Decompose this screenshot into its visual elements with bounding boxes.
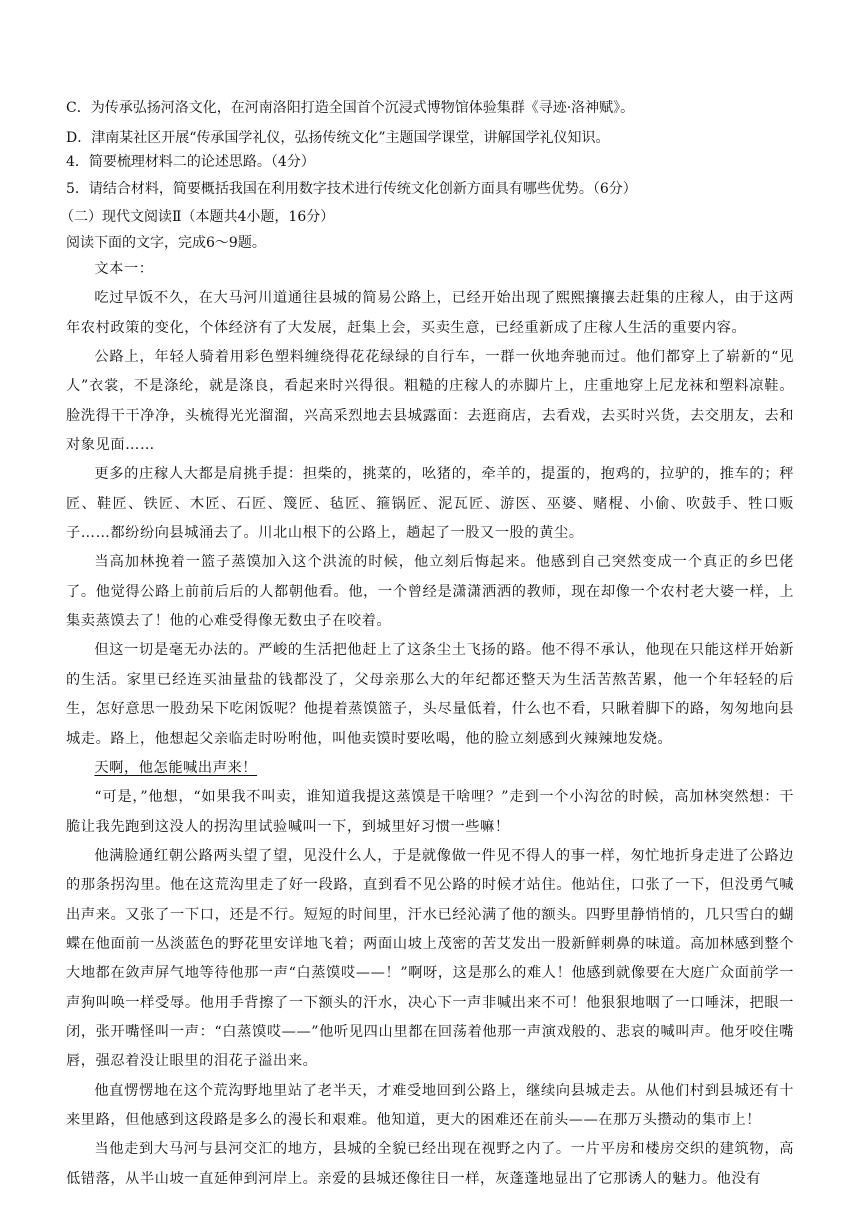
passage-paragraph-7: “可是，”他想，“如果我不叫卖，谁知道我提这蒸馍是干啥哩？”走到一个小沟岔的时候，高加林突然想：干脆让我先跑到这没人的拐沟里试验喊叫一下，到城里好习惯一些嘛！ (66, 789, 794, 835)
reading-passage (66, 255, 794, 1194)
passage-paragraph-5: 但这一切是毫无办法的。严峻的生活把他赶上了这条尘土飞扬的路。他不得不承认，他现在只能这样开始新的生活。家里已经连买油量盐的钱都没了，父母亲那么大的年纪都还整天为生活苦熬苦累，他一个年轻轻的后生，怎好意思一股劲呆下吃闲饭呢？他提着蒸馍篮子，头尽量低着，什么也不看，只瞅着脚下的路，匆匆地向县城走。路上，他想起父亲临走时吩咐他，叫他卖馍时要吆喝，他的脸立刻感到火辣辣地发烧。 (66, 642, 794, 747)
passage-paragraph-1: 吃过早饭不久，在大马河川道通往县城的简易公路上，已经开始出现了熙熙攘攘去赶集的庄稼人，由于这两年农村政策的变化，个体经济有了大发展，赶集上会，买卖生意，已经重新成了庄稼人生活的重要内容。 (66, 290, 794, 336)
section-instruction: 阅读下面的文字，完成6～9题。 (66, 235, 266, 251)
passage-paragraph-6 (66, 754, 794, 783)
section-heading: （二）现代文阅读Ⅱ（本题共4小题，16分） (60, 209, 335, 225)
passage-paragraph-8: 他满脸通红朝公路两头望了望，见没什么人，于是就像做一件见不得人的事一样，匆忙地折身走进了公路边的那条拐沟里。他在这荒沟里走了好一段路，直到看不见公路的时候才站住。他站住，口张了一下，但没勇气喊出声来。又张了一下口，还是不行。短短的时间里，汗水已经沁满了他的额头。四野里静悄悄的，几只雪白的蝴蝶在他面前一丛淡蓝色的野花里安详地飞着；两面山坡上茂密的苦艾发出一股新鲜刺鼻的味道。高加林感到整个大地都在敛声屏气地等待他那一声“白蒸馍哎——！”啊呀，这是那么的难人！他感到就像要在大庭广众面前学一声狗叫唤一样受辱。他用手背擦了一下额头的汗水，决心下一声非喊出来不可！他狠狠地咽了一口唾沫，把眼一闭，张开嘴怪叫一声：“白蒸馍哎——”他听见四山里都在回荡着他那一声演戏般的、悲哀的喊叫声。他牙咬住嘴唇，强忍着没让眼里的泪花子溢出来。 (66, 847, 794, 1070)
passage-paragraph-4: 当高加林挽着一篮子蒸馍加入这个洪流的时候，他立刻后悔起来。他感到自己突然变成一个真正的乡巴佬了。他觉得公路上前前后后的人都朝他看。他，一个曾经是潇潇洒洒的教师，现在却像一个农村老大婆一样，上集卖蒸馍去了！他的心难受得像无数虫子在咬着。 (66, 554, 794, 630)
question-5: 5．请结合材料，简要概括我国在利用数字技术进行传统文化创新方面具有哪些优势。（6分） (66, 181, 637, 197)
underlined-sentence: 天啊，他怎能喊出声来！ (94, 759, 258, 776)
question-option-c: C．为传承弘扬河洛文化，在河南洛阳打造全国首个沉浸式博物馆体验集群《寻迹·洛神赋》。 (66, 100, 635, 116)
passage-paragraph-10: 当他走到大马河与县河交汇的地方，县城的全貌已经出现在视野之内了。一片平房和楼房交织的建筑物，高低错落，从半山坡一直延伸到河岸上。亲爱的县城还像往日一样，灰蓬蓬地显出了它那诱人的魅力。他没有 (66, 1141, 794, 1187)
question-4: 4．简要梳理材料二的论述思路。（4分） (66, 154, 315, 170)
question-option-d: D．津南某社区开展“传承国学礼仪，弘扬传统文化”主题国学课堂，讲解国学礼仪知识。 (66, 130, 610, 146)
passage-paragraph-2: 公路上，年轻人骑着用彩色塑料缠绕得花花绿绿的自行车，一群一伙地奔驰而过。他们都穿上了崭新的“见人”衣裳，不是涤纶，就是涤良，看起来时兴得很。粗糙的庄稼人的赤脚片上，庄重地穿上尼龙袜和塑料凉鞋。脸洗得干干净净，头梳得光光溜溜，兴高采烈地去县城露面：去逛商店，去看戏，去买时兴货，去交朋友，去和对象见面…… (66, 349, 795, 454)
passage-paragraph-9: 他直愣愣地在这个荒沟野地里站了老半天，才难受地回到公路上，继续向县城走去。从他们村到县城还有十来里路，但他感到这段路是多么的漫长和艰难。他知道，更大的困难还在前头——在那万头攒动的集市上！ (66, 1082, 794, 1128)
passage-label: 文本一： (94, 261, 154, 277)
passage-paragraph-3: 更多的庄稼人大都是肩挑手提：担柴的，挑菜的，吆猪的，牵羊的，提蛋的，抱鸡的，拉驴的，推车的；秤匠、鞋匠、铁匠、木匠、石匠、篾匠、毡匠、箍锅匠、泥瓦匠、游医、巫婆、赌棍、小偷、吹鼓手、牲口贩子……都纷纷向县城涌去了。川北山根下的公路上，趟起了一股又一股的黄尘。 (66, 466, 794, 542)
